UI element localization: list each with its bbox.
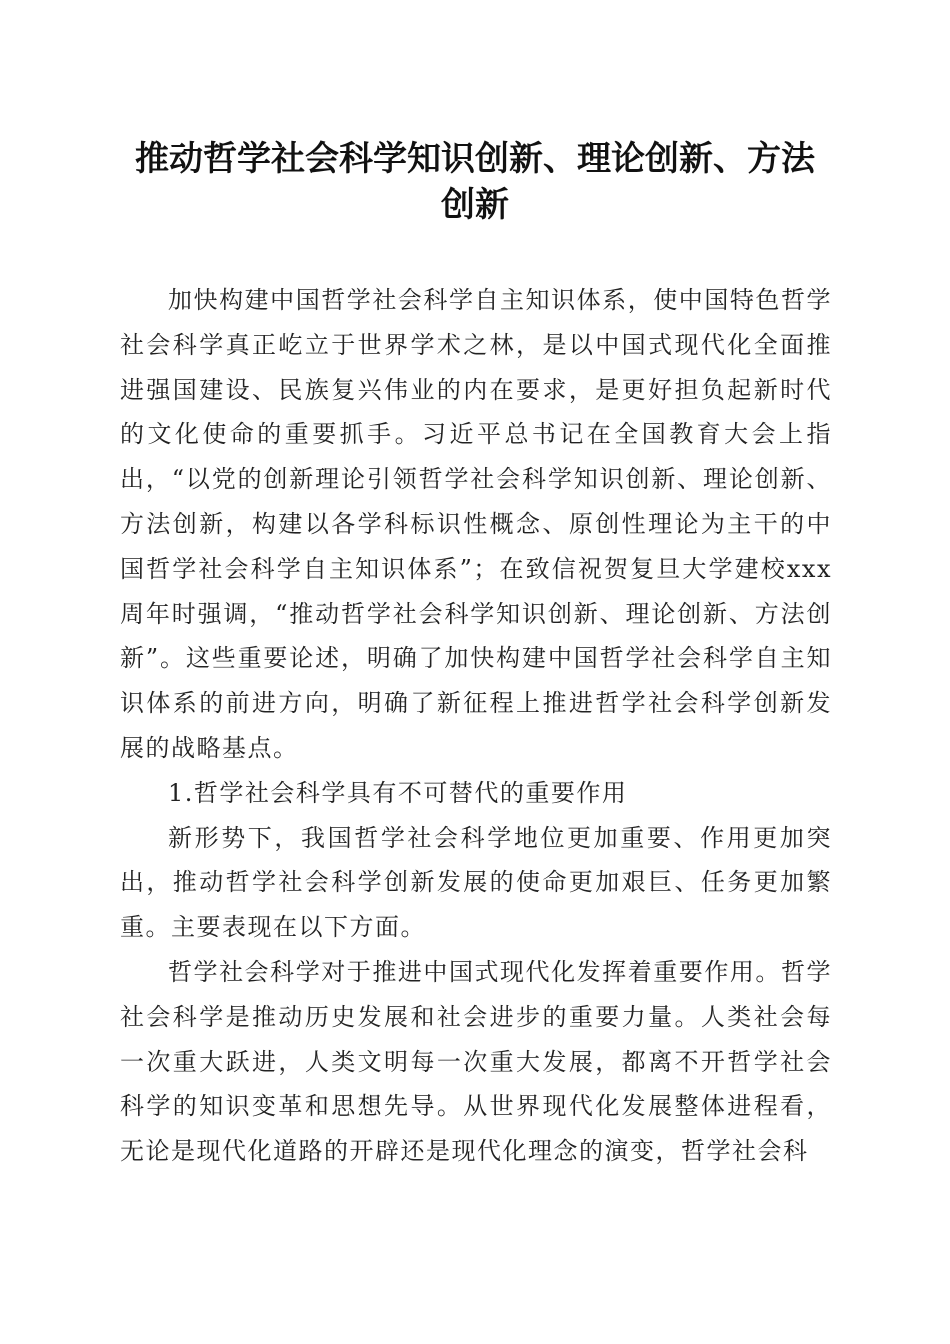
document-body xyxy=(120,278,832,1174)
paragraph-modernization: 哲学社会科学对于推进中国式现代化发挥着重要作用。哲学社会科学是推动历史发展和社会进步的重要力量。人类社会每一次重大跃进，人类文明每一次重大发展，都离不开哲学社会科学的知识变革和思想先导。从世界现代化发展整体进程看，无论是现代化道路的开辟还是现代化理念的演变，哲学社会科 xyxy=(120,957,832,1166)
paragraph-situation: 新形势下，我国哲学社会科学地位更加重要、作用更加突出，推动哲学社会科学创新发展的使命更加艰巨、任务更加繁重。主要表现在以下方面。 xyxy=(120,823,832,942)
paragraph-intro: 加快构建中国哲学社会科学自主知识体系，使中国特色哲学社会科学真正屹立于世界学术之林，是以中国式现代化全面推进强国建设、民族复兴伟业的内在要求，是更好担负起新时代的文化使命的重要抓手。习近平总书记在全国教育大会上指出，“以党的创新理论引领哲学社会科学知识创新、理论创新、方法创新，构建以各学科标识性概念、原创性理论为主干的中国哲学社会科学自主知识体系”；在致信祝贺复旦大学建校xxx周年时强调，“推动哲学社会科学知识创新、理论创新、方法创新”。这些重要论述，明确了加快构建中国哲学社会科学自主知识体系的前进方向，明确了新征程上推进哲学社会科学创新发展的战略基点。 xyxy=(120,286,832,762)
section-heading-1: 1.哲学社会科学具有不可替代的重要作用 xyxy=(168,778,628,807)
title-line-1: 推动哲学社会科学知识创新、理论创新、方法 xyxy=(135,139,815,179)
title-line-2: 创新 xyxy=(441,185,509,225)
document-title xyxy=(100,136,850,228)
